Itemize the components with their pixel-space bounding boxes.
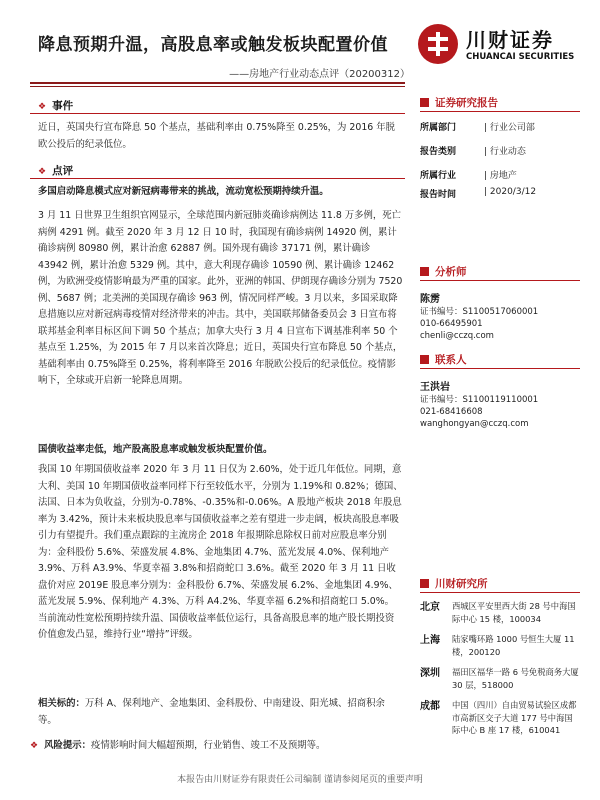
info-label-department: 所属部门 bbox=[420, 123, 457, 133]
diamond-icon: ❖ bbox=[30, 741, 39, 751]
info-label-category: 报告类别 bbox=[420, 147, 457, 157]
office-city-beijing: 北京 bbox=[420, 602, 440, 613]
comment-subheading-1: 多国启动降息模式应对新冠病毒带来的挑战，流动宽松预期持续升温。 bbox=[38, 186, 329, 197]
analyst-cert: 证书编号：S1100517060001 bbox=[420, 307, 539, 317]
contact-cert: 证书编号：S1100119110001 bbox=[420, 395, 539, 405]
office-city-shanghai: 上海 bbox=[420, 635, 440, 646]
info-label-date: 报告时间 bbox=[420, 190, 457, 200]
comment-body-1: 3 月 11 日世界卫生组织官网显示，全球范围内新冠肺炎确诊病例达 11.8 万多例，死亡病例 4291 例。截至 2020 年 3 月 12 日 10 时，我国现有确诊病例 14920 例，累计确诊病例 80980 例，累计治愈 62887 例。国外现有确诊 37171 例，累计确诊 43942 例，累计治愈 5329 例。其中，意大利现存确诊 10590 例、累计确诊 12462 例，为欧洲受疫情影响最为严重的国家。此外，亚洲的韩国、伊朗现存确诊分别为 7520 例、5687 例；北美洲的美国现存确诊 963 例，情况同样严峻。3 月以来，多国采取降息措施以应对新冠病毒疫情对经济带来的冲击。其中，美国联邦储备委员会 3 日宣布将联邦基金利率目标区间下调 50 个基点；加拿大央行 3 月 4 日宣布下调基准利率 50 个基点至 1.25%，为 2015 年 7 月以来首次降息；近日，英国央行宣布降息 50 个基点，基础利率由 0.75%降至 0.25%，将利率降至 2016 年脱欧公投后的纪录低位。疫情影响下，全球或开启新一轮降息周期。 bbox=[38, 210, 403, 386]
contact-email[interactable]: wanghongyan@cczq.com bbox=[420, 419, 529, 429]
analyst-phone: 010-66495901 bbox=[420, 319, 483, 329]
sidebar-divider bbox=[420, 368, 580, 369]
sidebar-divider bbox=[420, 111, 580, 112]
related-stocks: 相关标的：万科 A、保利地产、金地集团、金科股份、中南建设、阳光城、招商积余等。 bbox=[38, 698, 385, 726]
office-city-shenzhen: 深圳 bbox=[420, 668, 440, 679]
sidebar-divider bbox=[420, 592, 580, 593]
info-value-industry: | 房地产 bbox=[484, 171, 517, 181]
info-value-department: | 行业公司部 bbox=[484, 123, 535, 133]
company-logo bbox=[418, 22, 578, 72]
office-addr-shanghai: 陆家嘴环路 1000 号恒生大厦 11 楼，200120 bbox=[452, 634, 575, 657]
office-addr-chengdu: 中国（四川）自由贸易试验区成都市高新区交子大道 177 号中海国际中心 B 座 17 楼，610041 bbox=[452, 700, 577, 735]
comment-subheading-2: 国债收益率走低，地产股高股息率或触发板块配置价值。 bbox=[38, 444, 273, 455]
event-body: 近日，英国央行宣布降息 50 个基点，基础利率由 0.75%降至 0.25%，为 2016 年脱欧公投后的纪录低位。 bbox=[38, 122, 395, 150]
header-divider bbox=[30, 82, 405, 84]
contact-phone: 021-68416608 bbox=[420, 407, 483, 417]
risk-warning: ❖ 风险提示：疫情影响时间大幅超预期，行业销售、竣工不及预期等。 bbox=[30, 738, 405, 755]
office-addr-beijing: 西城区平安里西大街 28 号中海国际中心 15 楼，100034 bbox=[452, 601, 576, 624]
comment-body-2: 我国 10 年期国债收益率 2020 年 3 月 11 日仅为 2.60%，处于近几年低位。同期，意大利、美国 10 年期国债收益率同样下行至较低水平，分别为 1.19%和 0.82%；德国、法国、日本为负收益，分别为-0.78%、-0.35%和-0.06%。A 股地产板块 2018 年股息率为 3.42%，预计未来板块股息率与国债收益率之差有望进一步走阔，板块高股息率吸引力有望提升。我们重点跟踪的主流房企 2018 年报期除息除权日前对应股息率分别为：金科股份 5.6%、荣盛发展 4.8%、金地集团 4.7%、蓝光发展 4.0%、保利地产 3.9%、万科 A3.9%、华夏幸福 3.8%和招商蛇口 3.6%。截至 2020 年 3 月 11 日收盘价对应 2019E 股息率分别为：金科股份 6.7%、荣盛发展 6.2%、金地集团 4.9%、蓝光发展 5.9%、保利地产 4.3%、万科 A4.2%、华夏幸福 6.2%和招商蛇口 5.0%。当前流动性宽松预期持续升温、国债收益率低位运行，具备高股息率的地产股长期投资价值愈发凸显，维持行业“增持”评级。 bbox=[38, 464, 403, 640]
office-city-chengdu: 成都 bbox=[420, 701, 440, 712]
report-title: 降息预期升温，高股息率或触发板块配置价值 bbox=[38, 35, 388, 55]
square-bullet-icon bbox=[420, 579, 429, 588]
section-divider bbox=[30, 178, 405, 179]
section-heading-comment: ❖ 点评 bbox=[38, 165, 74, 177]
logo-chinese-name: 川财证券 bbox=[466, 28, 554, 52]
logo-english-name: CHUANCAI SECURITIES bbox=[466, 52, 575, 62]
info-label-industry: 所属行业 bbox=[420, 171, 457, 181]
page-footer: 本报告由川财证券有限责任公司编制 谨请参阅尾页的重要声明 bbox=[177, 775, 423, 785]
square-bullet-icon bbox=[420, 355, 429, 364]
logo-mark-icon bbox=[418, 24, 458, 64]
section-heading-event: ❖ 事件 bbox=[38, 100, 74, 112]
sidebar-heading-analyst: 分析师 bbox=[420, 264, 467, 279]
contact-name: 王洪岩 bbox=[420, 382, 450, 393]
report-subtitle: ——房地产行业动态点评（20200312） bbox=[229, 69, 410, 80]
diamond-icon: ❖ bbox=[38, 102, 47, 112]
square-bullet-icon bbox=[420, 267, 429, 276]
sidebar-heading-report: 证券研究报告 bbox=[420, 95, 498, 110]
analyst-email[interactable]: chenli@cczq.com bbox=[420, 331, 494, 341]
info-value-category: | 行业动态 bbox=[484, 147, 526, 157]
section-divider bbox=[30, 113, 405, 114]
diamond-icon: ❖ bbox=[38, 167, 47, 177]
info-value-date: | 2020/3/12 bbox=[484, 187, 537, 197]
office-addr-shenzhen: 福田区福华一路 6 号免税商务大厦 30 层，518000 bbox=[452, 667, 579, 690]
sidebar-divider bbox=[420, 280, 580, 281]
header-divider-thin bbox=[30, 86, 405, 87]
square-bullet-icon bbox=[420, 98, 429, 107]
sidebar-heading-contact: 联系人 bbox=[420, 352, 467, 367]
sidebar-heading-institute: 川财研究所 bbox=[420, 576, 488, 591]
analyst-name: 陈雳 bbox=[420, 294, 440, 305]
